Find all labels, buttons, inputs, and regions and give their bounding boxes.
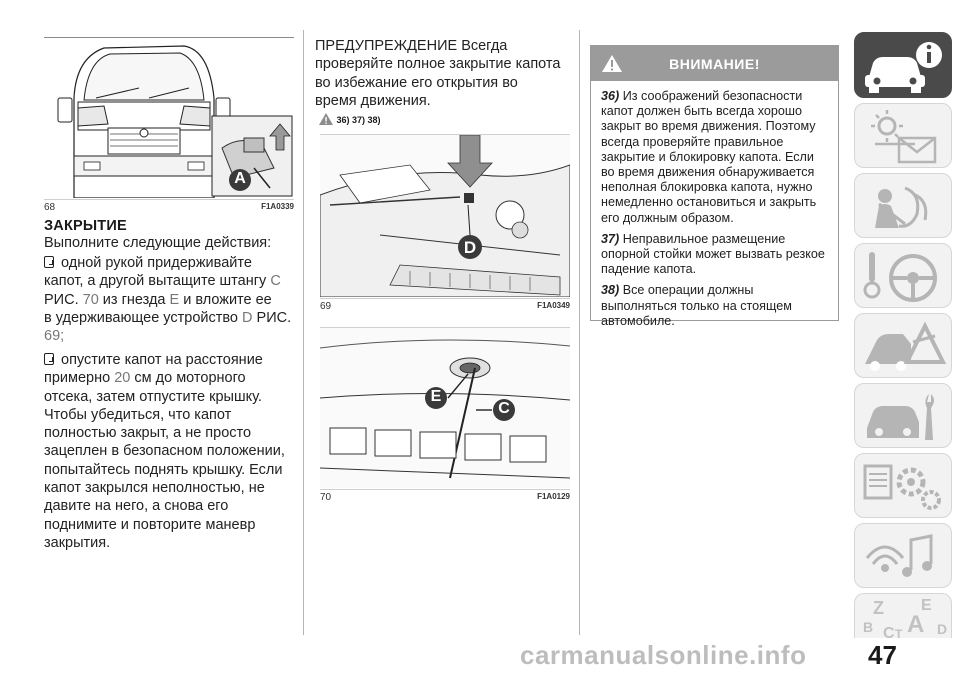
tab-car-maintenance[interactable]	[854, 383, 952, 448]
tab-car-info[interactable]	[854, 32, 952, 98]
bullet-2-line-2: примерно	[44, 370, 111, 387]
index-letter: B	[863, 619, 874, 635]
bullet-2-line-8: попытайтесь поднять крышку. Если	[44, 461, 283, 478]
page-number: 47	[868, 640, 897, 670]
watermark: carmanualsonline.info	[520, 640, 807, 670]
bullet-1-line-3: из гнезда	[102, 291, 166, 308]
figure-70-bottom-rule	[320, 489, 570, 490]
figure-68-caption	[44, 202, 294, 213]
bullet-2-line-11: поднимите и повторите маневр	[44, 516, 256, 533]
car-info-icon	[855, 33, 953, 99]
warning-line-3: во избежание его открытия во	[315, 74, 518, 91]
bullet-2-line-4: отсека, затем отпустите крышку.	[44, 388, 262, 405]
warning-triangle-icon	[601, 54, 623, 73]
warning-triangle-icon	[318, 112, 334, 126]
figure-68-van-hood	[44, 38, 294, 198]
warning-item-36	[601, 89, 828, 226]
figure-70-label-c: C	[498, 400, 510, 417]
figure-69-caption	[320, 301, 570, 312]
warning-line-2: проверяйте полное закрытие капота	[315, 56, 561, 73]
figure-69-number: 69	[320, 301, 332, 312]
bullet-2-line-9: капот закрылся неполностью, не	[44, 480, 265, 497]
ref-fig-70: 70	[82, 291, 99, 308]
ref-letter-d: D	[242, 309, 253, 326]
tab-technical-data[interactable]	[854, 453, 952, 518]
bullet-2-line-12: закрытия.	[44, 534, 111, 551]
index-letter: Z	[873, 598, 884, 618]
bullet-1-fig-ref: РИС.	[44, 291, 79, 308]
emergency-triangle-icon	[855, 314, 953, 379]
bullet-2-line-3: см до моторного	[134, 370, 246, 387]
figure-69-prop-rod-holder	[320, 135, 570, 297]
bullet-2-line-7: зацеплен в безопасном положении,	[44, 443, 285, 460]
airbag-safety-icon	[855, 174, 953, 239]
bullet-1-fig-69: 69;	[44, 328, 65, 345]
figure-68-code: F1A0339	[261, 202, 294, 211]
checkbox-bullet-icon	[44, 353, 54, 365]
warning-item-number: 37)	[601, 231, 620, 246]
warning-item-text: Из соображений безопасности капот должен быть всегда хорошо закрыт во время движения. Поэтому всегда проверяйте правильное закрытие и блокировку капота. Если во время движения обнаруживается неполная блокировка капота, нужно немедленно остановиться и закрыть его должным образом.	[601, 89, 817, 225]
bullet-2-line-1: опустите капот на расстояние	[61, 352, 263, 368]
figure-69-bottom-rule	[320, 298, 570, 299]
warning-paragraph	[315, 37, 575, 110]
warning-box-title: ВНИМАНИЕ!	[669, 55, 760, 72]
technical-data-icon	[855, 454, 953, 519]
bullet-1-line-5: в удерживающее устройство	[44, 309, 238, 326]
bullet-1-line-2: капот, а другой вытащите штангу	[44, 273, 267, 290]
warning-box-header	[591, 46, 838, 81]
index-letter: D	[937, 621, 948, 637]
column-divider-2	[579, 30, 580, 635]
warning-item-number: 38)	[601, 283, 620, 298]
bullet-1	[44, 254, 300, 345]
figure-69-code: F1A0349	[537, 301, 570, 310]
figure-70-code: F1A0129	[537, 492, 570, 501]
warning-line-4: время движения.	[315, 92, 431, 109]
warning-refs: 36) 37) 38)	[336, 115, 381, 125]
figure-68-label-a: A	[234, 170, 246, 187]
tab-index[interactable]	[854, 593, 952, 638]
figure-68-number: 68	[44, 202, 56, 213]
bullet-2	[44, 351, 300, 552]
index-letter: T	[895, 627, 903, 639]
bullet-1-line-1: одной рукой придерживайте	[61, 255, 252, 271]
bullet-1-fig-ref-2: РИС.	[256, 309, 292, 326]
index-letter: A	[907, 611, 925, 638]
figure-69-label-d: D	[463, 238, 477, 257]
warning-item-number: 36)	[601, 89, 620, 103]
tab-dashboard-lights[interactable]	[854, 103, 952, 168]
warning-line-1: ПРЕДУПРЕЖДЕНИЕ Всегда	[315, 38, 508, 54]
figure-70-prop-rod-slot	[320, 328, 570, 488]
car-maintenance-icon	[855, 384, 953, 449]
dashboard-lights-icon	[855, 104, 953, 169]
multimedia-icon	[855, 524, 953, 589]
figure-70-label-e: E	[430, 388, 442, 405]
warning-item-38	[601, 283, 828, 329]
figure-70-caption	[320, 492, 570, 503]
bullet-2-line-10: давите на него, а снова его	[44, 498, 229, 515]
distance-value: 20	[114, 370, 131, 387]
bullet-2-line-6: полностью закрыт, а не просто	[44, 425, 252, 442]
figure-68-bottom-rule	[44, 199, 294, 200]
intro-text: Выполните следующие действия:	[44, 235, 272, 251]
tab-multimedia[interactable]	[854, 523, 952, 588]
tab-emergency[interactable]	[854, 313, 952, 378]
warning-item-37	[601, 232, 828, 278]
warning-box-body	[591, 81, 838, 329]
checkbox-bullet-icon	[44, 256, 54, 268]
index-letter: E	[921, 597, 932, 614]
column-divider-1	[303, 30, 304, 635]
refs-line	[318, 112, 381, 126]
index-az-icon	[855, 594, 953, 639]
ref-letter-c: C	[270, 273, 281, 290]
bullet-2-line-5: Чтобы убедиться, что капот	[44, 406, 232, 423]
section-title: ЗАКРЫТИЕ	[44, 218, 127, 234]
tab-steering-wheel[interactable]	[854, 243, 952, 308]
tab-airbag-safety[interactable]	[854, 173, 952, 238]
warning-item-text: Все операции должны выполняться только на стоящем автомобиле.	[601, 283, 792, 328]
warning-box	[590, 45, 839, 328]
warning-item-text: Неправильное размещение опорной стойки может вызвать резкое падение капота.	[601, 231, 825, 277]
index-letter: C	[883, 625, 895, 639]
figure-70-number: 70	[320, 492, 332, 503]
ref-letter-e: E	[169, 291, 180, 308]
steering-wheel-icon	[855, 244, 953, 309]
bullet-1-line-4: и вложите ее	[183, 291, 272, 308]
